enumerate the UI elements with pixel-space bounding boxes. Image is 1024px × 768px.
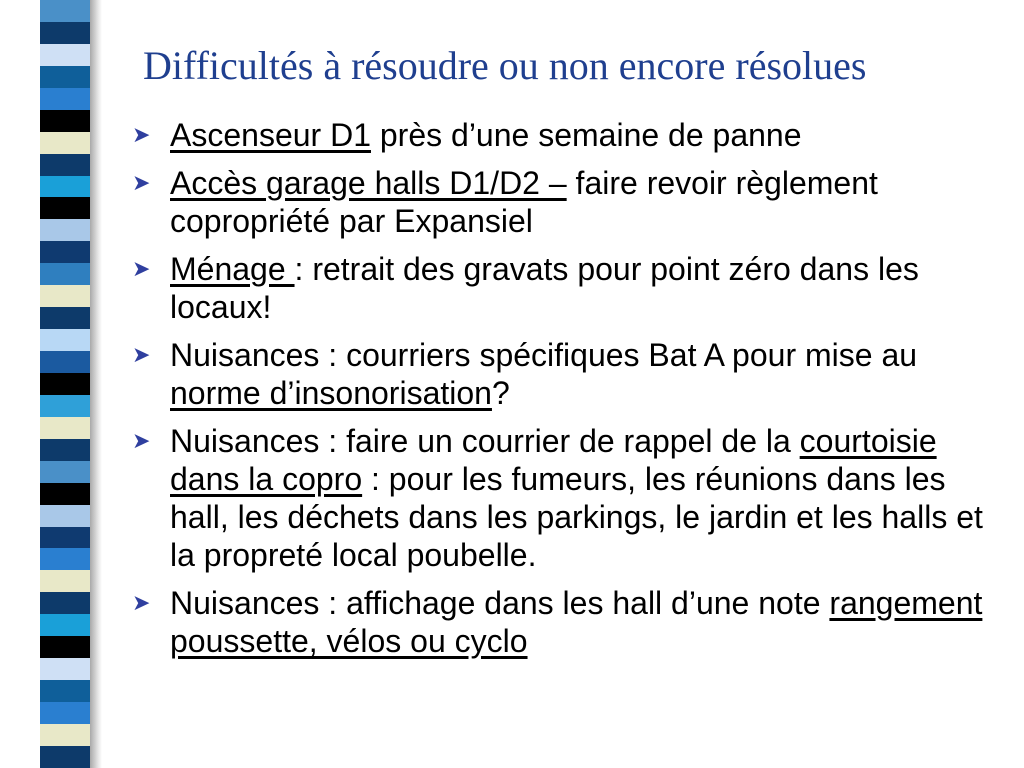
stripe-segment (40, 592, 90, 614)
stripe-segment (40, 636, 90, 658)
bullet-item (132, 250, 1002, 326)
underlined-text: rangement poussette, vélos ou cyclo (170, 585, 983, 659)
stripe-segment (40, 570, 90, 592)
stripe-segment (40, 373, 90, 395)
stripe-segment (40, 417, 90, 439)
stripe-segment (40, 614, 90, 636)
stripe-segment (40, 548, 90, 570)
stripe-segment (40, 132, 90, 154)
stripe-segment (40, 658, 90, 680)
stripe-segment (40, 0, 90, 22)
stripe-segment (40, 307, 90, 329)
bullet-list (132, 116, 1002, 670)
stripe-segment (40, 22, 90, 44)
decorative-stripe-bar (40, 0, 90, 768)
stripe-segment (40, 154, 90, 176)
underlined-text: norme d’insonorisation (170, 375, 492, 411)
stripe-segment (40, 285, 90, 307)
stripe-segment (40, 197, 90, 219)
stripe-segment (40, 219, 90, 241)
arrow-bullet-icon: ➤ (132, 590, 151, 615)
bullet-item (132, 336, 1002, 412)
arrow-bullet-icon: ➤ (132, 170, 151, 195)
bullet-item (132, 116, 1002, 154)
stripe-segment (40, 329, 90, 351)
underlined-text: Accès garage halls D1/D2 – (170, 165, 567, 201)
stripe-segment (40, 395, 90, 417)
stripe-segment (40, 483, 90, 505)
arrow-bullet-icon: ➤ (132, 342, 151, 367)
stripe-segment (40, 505, 90, 527)
bullet-text: Nuisances : courriers spécifiques Bat A pour mise au (170, 337, 918, 373)
bullet-text: ? (491, 375, 510, 411)
underlined-text: Ménage (170, 251, 295, 287)
stripe-segment (40, 461, 90, 483)
arrow-bullet-icon: ➤ (132, 428, 151, 453)
stripe-segment (40, 680, 90, 702)
bullet-text: : retrait des gravats pour point zéro dans les locaux! (170, 251, 919, 325)
bullet-item (132, 584, 1002, 660)
stripe-segment (40, 439, 90, 461)
arrow-bullet-icon: ➤ (132, 256, 151, 281)
underlined-text: courtoisie dans la copro (170, 423, 937, 497)
stripe-segment (40, 44, 90, 66)
bullet-text: Nuisances : faire un courrier de rappel de la (170, 423, 800, 459)
bullet-text: : pour les fumeurs, les réunions dans les hall, les déchets dans les parkings, le jardin et les halls et la propreté local poubelle. (170, 461, 983, 573)
bullet-text: près d’une semaine de panne (370, 117, 802, 153)
stripe-segment (40, 110, 90, 132)
bullet-item (132, 164, 1002, 240)
underlined-text: Ascenseur D1 (170, 117, 371, 153)
bullet-text: Nuisances : affichage dans les hall d’une note (170, 585, 830, 621)
bullet-item (132, 422, 1002, 574)
stripe-segment (40, 88, 90, 110)
stripe-bar-shadow (90, 0, 102, 768)
stripe-segment (40, 527, 90, 549)
stripe-segment (40, 746, 90, 768)
slide-title: Difficultés à résoudre ou non encore résolues (143, 43, 867, 88)
stripe-segment (40, 263, 90, 285)
stripe-segment (40, 176, 90, 198)
bullet-text: faire revoir règlement copropriété par Expansiel (170, 165, 878, 239)
stripe-segment (40, 66, 90, 88)
stripe-segment (40, 351, 90, 373)
arrow-bullet-icon: ➤ (132, 122, 151, 147)
stripe-segment (40, 241, 90, 263)
stripe-segment (40, 702, 90, 724)
stripe-segment (40, 724, 90, 746)
